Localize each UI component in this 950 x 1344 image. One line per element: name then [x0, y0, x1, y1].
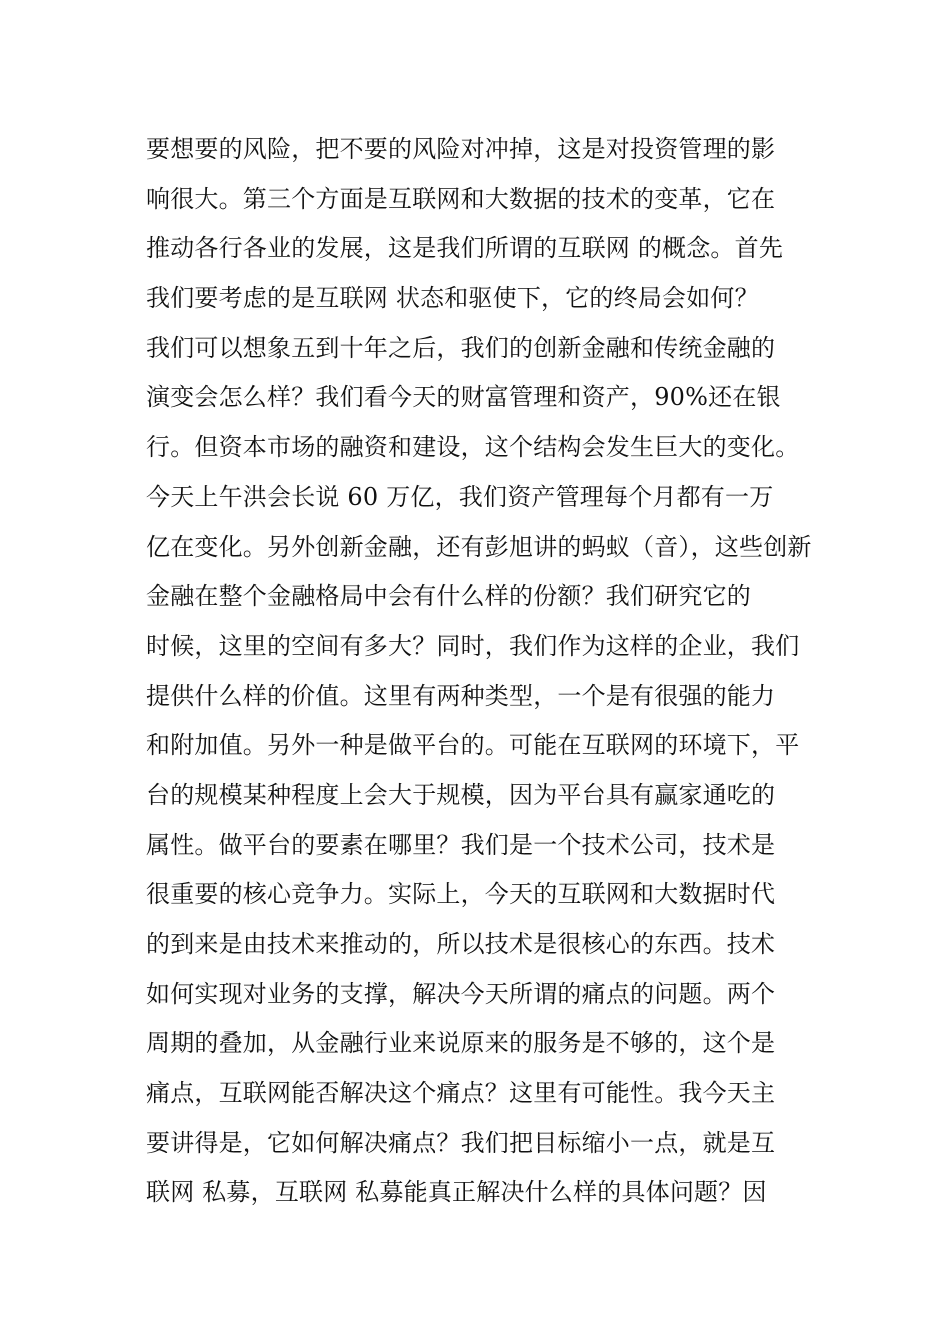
text-line: 亿在变化。另外创新金融，还有彭旭讲的蚂蚁（音），这些创新	[146, 532, 812, 561]
text-line: 行。但资本市场的融资和建设，这个结构会发生巨大的变化。	[146, 433, 800, 462]
text-line: 很重要的核心竞争力。实际上，今天的互联网和大数据时代	[146, 880, 776, 909]
text-line: 周期的叠加，从金融行业来说原来的服务是不够的，这个是	[146, 1029, 776, 1058]
text-line: 我们要考虑的是互联网 状态和驱使下，它的终局会如何？	[146, 284, 759, 313]
text-line: 如何实现对业务的支撑，解决今天所谓的痛点的问题。两个	[146, 979, 776, 1008]
text-line: 时候，这里的空间有多大？同时，我们作为这样的企业，我们	[146, 631, 800, 660]
text-line: 属性。做平台的要素在哪里？我们是一个技术公司，技术是	[146, 830, 776, 859]
text-line: 要想要的风险，把不要的风险对冲掉，这是对投资管理的影	[146, 135, 776, 163]
text-line: 联网 私募，互联网 私募能真正解决什么样的具体问题？因	[146, 1178, 767, 1207]
text-line: 今天上午洪会长说 60 万亿，我们资产管理每个月都有一万	[146, 482, 774, 511]
body-text	[146, 125, 816, 1218]
text-line: 我们可以想象五到十年之后，我们的创新金融和传统金融的	[146, 333, 776, 362]
text-line: 演变会怎么样？我们看今天的财富管理和资产，90%还在银	[146, 383, 781, 412]
text-line: 响很大。第三个方面是互联网和大数据的技术的变革，它在	[146, 184, 776, 213]
text-line: 和附加值。另外一种是做平台的。可能在互联网的环境下，平	[146, 731, 800, 760]
text-line: 要讲得是，它如何解决痛点？我们把目标缩小一点，就是互	[146, 1128, 776, 1157]
text-line: 提供什么样的价值。这里有两种类型，一个是有很强的能力	[146, 681, 776, 710]
text-line: 推动各行各业的发展，这是我们所谓的互联网 的概念。首先	[146, 234, 784, 263]
text-line: 台的规模某种程度上会大于规模，因为平台具有赢家通吃的	[146, 780, 776, 809]
text-line: 的到来是由技术来推动的，所以技术是很核心的东西。技术	[146, 930, 776, 958]
text-line: 金融在整个金融格局中会有什么样的份额？我们研究它的	[146, 582, 751, 611]
text-line: 痛点，互联网能否解决这个痛点？这里有可能性。我今天主	[146, 1079, 776, 1108]
